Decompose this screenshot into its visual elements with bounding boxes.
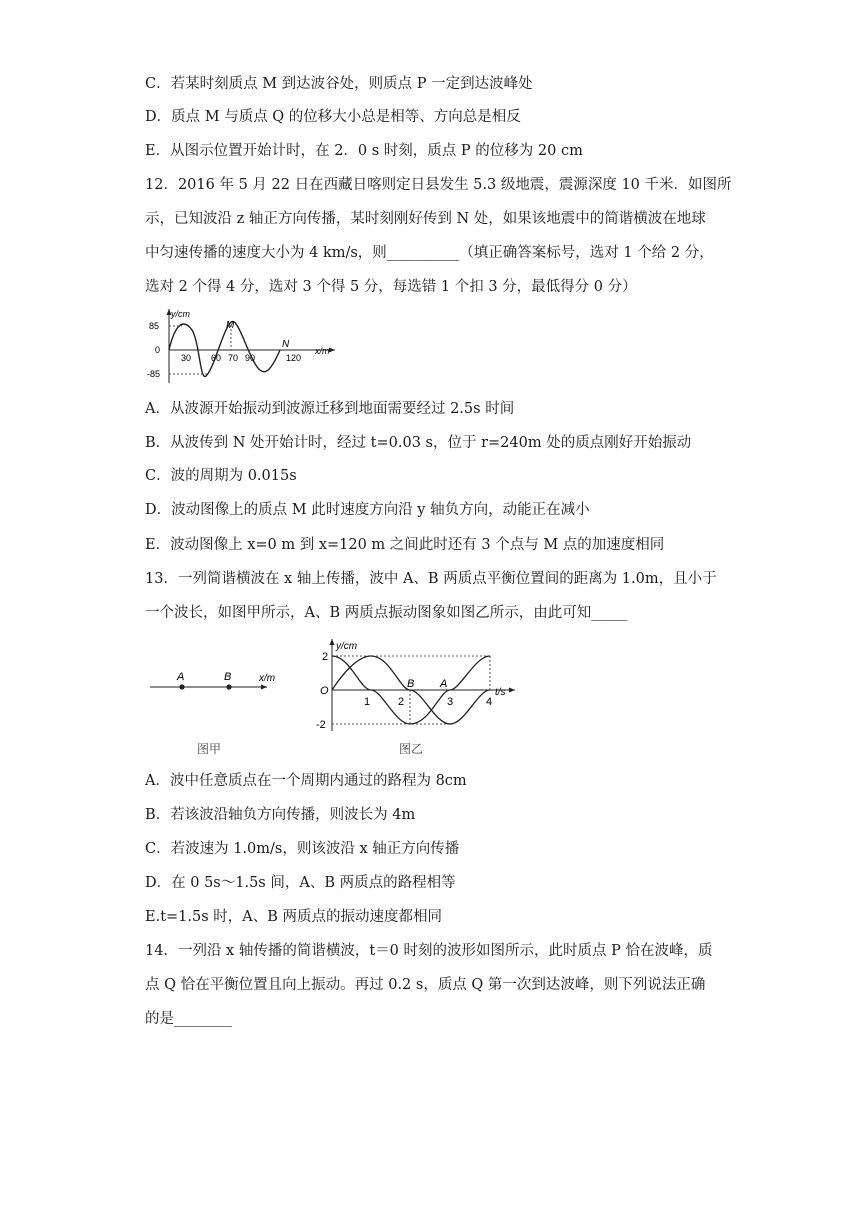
question-12-line-4: 选对 2 个得 4 分，选对 3 个得 5 分，每选错 1 个扣 3 分，最低得分 0 分） bbox=[145, 279, 637, 295]
question-14-line-1: 14．一列沿 x 轴传播的简谐横波，t＝0 时刻的波形如图所示，此时质点 P 恰在波峰，质 bbox=[145, 943, 713, 959]
x-axis-label: t/s bbox=[495, 687, 506, 698]
y-tick-2: 2 bbox=[322, 651, 329, 663]
option-11d: D．质点 M 与质点 Q 的位移大小总是相等、方向总是相反 bbox=[145, 109, 521, 125]
question-12-line-3: 中匀速传播的速度大小为 4 km/s，则__________（填正确答案标号，选对 1 个给 2 分， bbox=[145, 245, 714, 261]
question-13-line-2: 一个波长，如图甲所示，A、B 两质点振动图象如图乙所示，由此可知_____ bbox=[145, 605, 628, 621]
question-14-line-3: 的是________ bbox=[145, 1011, 232, 1027]
figure-yi-vibration-graph bbox=[310, 635, 530, 735]
point-a-label: A bbox=[440, 678, 448, 690]
x-tick-90: 90 bbox=[245, 353, 256, 363]
figure-yi-caption: 图乙 bbox=[399, 742, 424, 756]
option-13a: A．波中任意质点在一个周期内通过的路程为 8cm bbox=[145, 773, 467, 789]
x-axis-label: x/m bbox=[259, 673, 276, 684]
x-tick-4: 4 bbox=[486, 696, 493, 708]
point-m-label: M bbox=[226, 320, 235, 331]
x-axis-label: x/m bbox=[315, 346, 330, 356]
option-13d: D．在 0 5s～1.5s 间，A、B 两质点的路程相等 bbox=[145, 875, 456, 891]
option-13e: E.t=1.5s 时，A、B 两质点的振动速度都相同 bbox=[145, 909, 443, 925]
question-12-line-1: 12．2016 年 5 月 22 日在西藏日喀则定日县发生 5.3 级地震，震源深度 10 千米．如图所 bbox=[145, 177, 732, 193]
question-12-line-2: 示，已知波沿 z 轴正方向传播，某时刻刚好传到 N 处，如果该地震中的简谐横波在地球 bbox=[145, 211, 706, 227]
figure-jia-caption: 图甲 bbox=[197, 742, 222, 756]
x-tick-1: 1 bbox=[364, 696, 371, 708]
x-tick-3: 3 bbox=[447, 696, 454, 708]
option-12a: A．从波源开始振动到波源迁移到地面需要经过 2.5s 时间 bbox=[145, 401, 515, 417]
option-12d: D．波动图像上的质点 M 此时速度方向沿 y 轴负方向，动能正在减小 bbox=[145, 502, 590, 518]
point-n-label: N bbox=[282, 339, 290, 350]
y-tick-minus2: -2 bbox=[316, 719, 326, 731]
x-tick-70: 70 bbox=[228, 353, 239, 363]
y-axis-label: y/cm bbox=[336, 641, 358, 652]
point-a-label: A bbox=[177, 671, 185, 683]
x-tick-120: 120 bbox=[286, 353, 302, 363]
option-12b: B．从波传到 N 处开始计时，经过 t=0.03 s，位于 r=240m 处的质点刚好开始振动 bbox=[145, 435, 692, 451]
option-13b: B．若该波沿轴负方向传播，则波长为 4m bbox=[145, 807, 416, 823]
option-12c: C．波的周期为 0.015s bbox=[145, 468, 297, 484]
x-tick-30: 30 bbox=[181, 353, 192, 363]
figure-jia-axis bbox=[145, 665, 295, 705]
y-axis-label: y/cm bbox=[171, 309, 190, 319]
question-13-line-1: 13．一列简谐横波在 x 轴上传播，波中 A、B 两质点平衡位置间的距离为 1.0m，且小于 bbox=[145, 571, 717, 587]
option-11c: C．若某时刻质点 M 到达波谷处，则质点 P 一定到达波峰处 bbox=[145, 76, 533, 92]
option-12e: E．波动图像上 x=0 m 到 x=120 m 之间此时还有 3 个点与 M 点的加速度相同 bbox=[145, 537, 665, 553]
point-b-label: B bbox=[224, 671, 232, 683]
question-14-line-2: 点 Q 恰在平衡位置且向上振动。再过 0.2 s，质点 Q 第一次到达波峰，则下列说法正确 bbox=[145, 977, 706, 993]
option-13c: C．若波速为 1.0m/s，则该波沿 x 轴正方向传播 bbox=[145, 841, 460, 857]
x-tick-60: 60 bbox=[211, 353, 222, 363]
y-tick-0: 0 bbox=[155, 345, 161, 355]
point-b-label: B bbox=[407, 678, 415, 690]
x-tick-2: 2 bbox=[398, 696, 405, 708]
option-11e: E．从图示位置开始计时，在 2．0 s 时刻，质点 P 的位移为 20 cm bbox=[145, 143, 583, 159]
y-tick-85: 85 bbox=[149, 321, 160, 331]
wave-graph-q12 bbox=[145, 305, 345, 387]
origin-label: O bbox=[320, 685, 329, 697]
y-tick-minus85: -85 bbox=[147, 369, 161, 379]
